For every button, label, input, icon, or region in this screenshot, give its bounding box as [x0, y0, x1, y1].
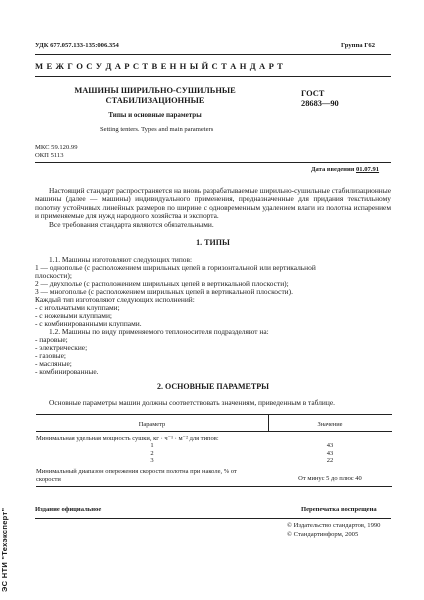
group-code: Группа Г62: [341, 42, 375, 49]
table-row-speed-range-value: От минус 5 до плюс 40: [298, 475, 362, 482]
table-row-speed-range-label-line-1: Минимальный диапазон опережения скорости полотна при наколе, % от: [36, 468, 237, 475]
section-2-heading: 2. ОСНОВНЫЕ ПАРАМЕТРЫ: [157, 382, 269, 391]
gost-block: [301, 89, 339, 109]
interstate-standard-banner: М Е Ж Г О С У Д А Р С Т В Е Н Н Ы Й С Т А Н Д А Р Т: [35, 61, 284, 71]
intro-date-value: 01.07.91: [355, 166, 380, 173]
table-col-value-header: Значение: [317, 421, 343, 428]
table-header-rule: [36, 431, 392, 432]
copyright-line-2: © Стандартинформ, 2005: [287, 531, 359, 538]
gost-label: ГОСТ: [301, 89, 325, 98]
header-rule: [35, 54, 391, 55]
section-1-line: - газовые;: [35, 351, 66, 360]
section-1-line: 2 — двухполье (с расположением ширильных цепей в вертикальной плоскости);: [35, 279, 289, 288]
table-type-list: [36, 442, 268, 465]
table-value-cell: 22: [326, 457, 334, 465]
section-1-line: - комбинированные.: [35, 367, 99, 376]
intro-date-label: Дата введения: [311, 166, 355, 173]
table-bottom-rule: [36, 486, 392, 487]
document-title: [55, 86, 255, 106]
codes-rule: [35, 162, 391, 163]
footer-rule: [35, 518, 391, 519]
copyright-line-1: © Издательство стандартов, 1990: [287, 522, 381, 529]
table-col-param-header: Параметр: [138, 421, 166, 428]
section-1-line: 3 — многополье (с расположением ширильных цепей в вертикальной плоскости).: [35, 287, 293, 296]
official-edition-label: Издание официальное: [35, 506, 102, 513]
section-1-line: - масляные;: [35, 359, 72, 368]
section-1-line: - электрические;: [35, 343, 88, 352]
reprint-prohibited-label: Перепечатка воспрещена: [301, 506, 377, 513]
title-line-1: МАШИНЫ ШИРИЛЬНО-СУШИЛЬНЫЕ: [74, 86, 236, 95]
table-row-speed-range-label-line-2: скорости: [36, 475, 61, 483]
table-value-list: [268, 442, 392, 465]
banner-rule: [35, 76, 391, 77]
section-1-heading: 1. ТИПЫ: [196, 238, 230, 247]
section-1-line: - с комбинированными клуппами.: [35, 319, 142, 328]
table-value-cell: 43: [326, 442, 334, 449]
udk-code: УДК 677.057.133-135:006.354: [35, 42, 119, 49]
title-line-2: СТАБИЛИЗАЦИОННЫЕ: [105, 96, 205, 105]
intro-date: [311, 166, 379, 174]
table-type-cell: 1: [150, 442, 154, 449]
section-1-line: 1 — однополье (с расположением ширильных цепей в горизонтальной или вертикальной: [35, 263, 316, 272]
section-1-line: - паровые;: [35, 335, 68, 344]
gost-number: 28683—90: [301, 99, 339, 108]
table-type-cell: 3: [150, 457, 154, 465]
section-1-line: - с ножевыми клуппами;: [35, 311, 112, 320]
table-top-rule: [36, 414, 392, 415]
intro-paragraph: Настоящий стандарт распространяется на вновь разрабатываемые ширильно-сушильные стабилизационные машины (далее — машины) индивидуального применения, предназначенные для придания текстильному полотну устойчивых линейных размеров по ширине с одновременным удалением влаги из полотна испарением и применяемые для нужд народного хозяйства и экспорта.: [35, 186, 391, 221]
section-1-line: Каждый тип изготовляют следующих исполнений:: [35, 295, 195, 304]
section-1-line: 1.2. Машины по виду применяемого теплоносителя подразделяют на:: [49, 327, 269, 336]
section-1-line: - с игольчатыми клуппами;: [35, 303, 120, 312]
intro-obligatory: Все требования стандарта являются обязательными.: [49, 220, 214, 229]
document-subtitle: Типы и основные параметры: [108, 111, 202, 119]
table-value-cell: 43: [326, 449, 334, 457]
okp-code: ОКП 5113: [35, 152, 64, 159]
section-1-line: плоскости);: [35, 271, 72, 280]
table-type-cell: 2: [150, 449, 154, 457]
mks-code: МКС 59.120.99: [35, 144, 78, 151]
table-row-speed-range-label: [36, 468, 237, 483]
english-title: Setting tenters. Types and main parameters: [100, 126, 214, 133]
table-row-dryer-capacity-label: Минимальная удельная мощность сушки, кг · ч⁻¹ · м⁻² для типов:: [36, 435, 219, 442]
side-watermark: ЭС НТИ "Техэксперт": [0, 507, 9, 592]
section-1-line: 1.1. Машины изготовляют следующих типов:: [49, 255, 193, 264]
section-2-text: Основные параметры машин должны соответствовать значениям, приведенным в таблице.: [49, 398, 335, 407]
